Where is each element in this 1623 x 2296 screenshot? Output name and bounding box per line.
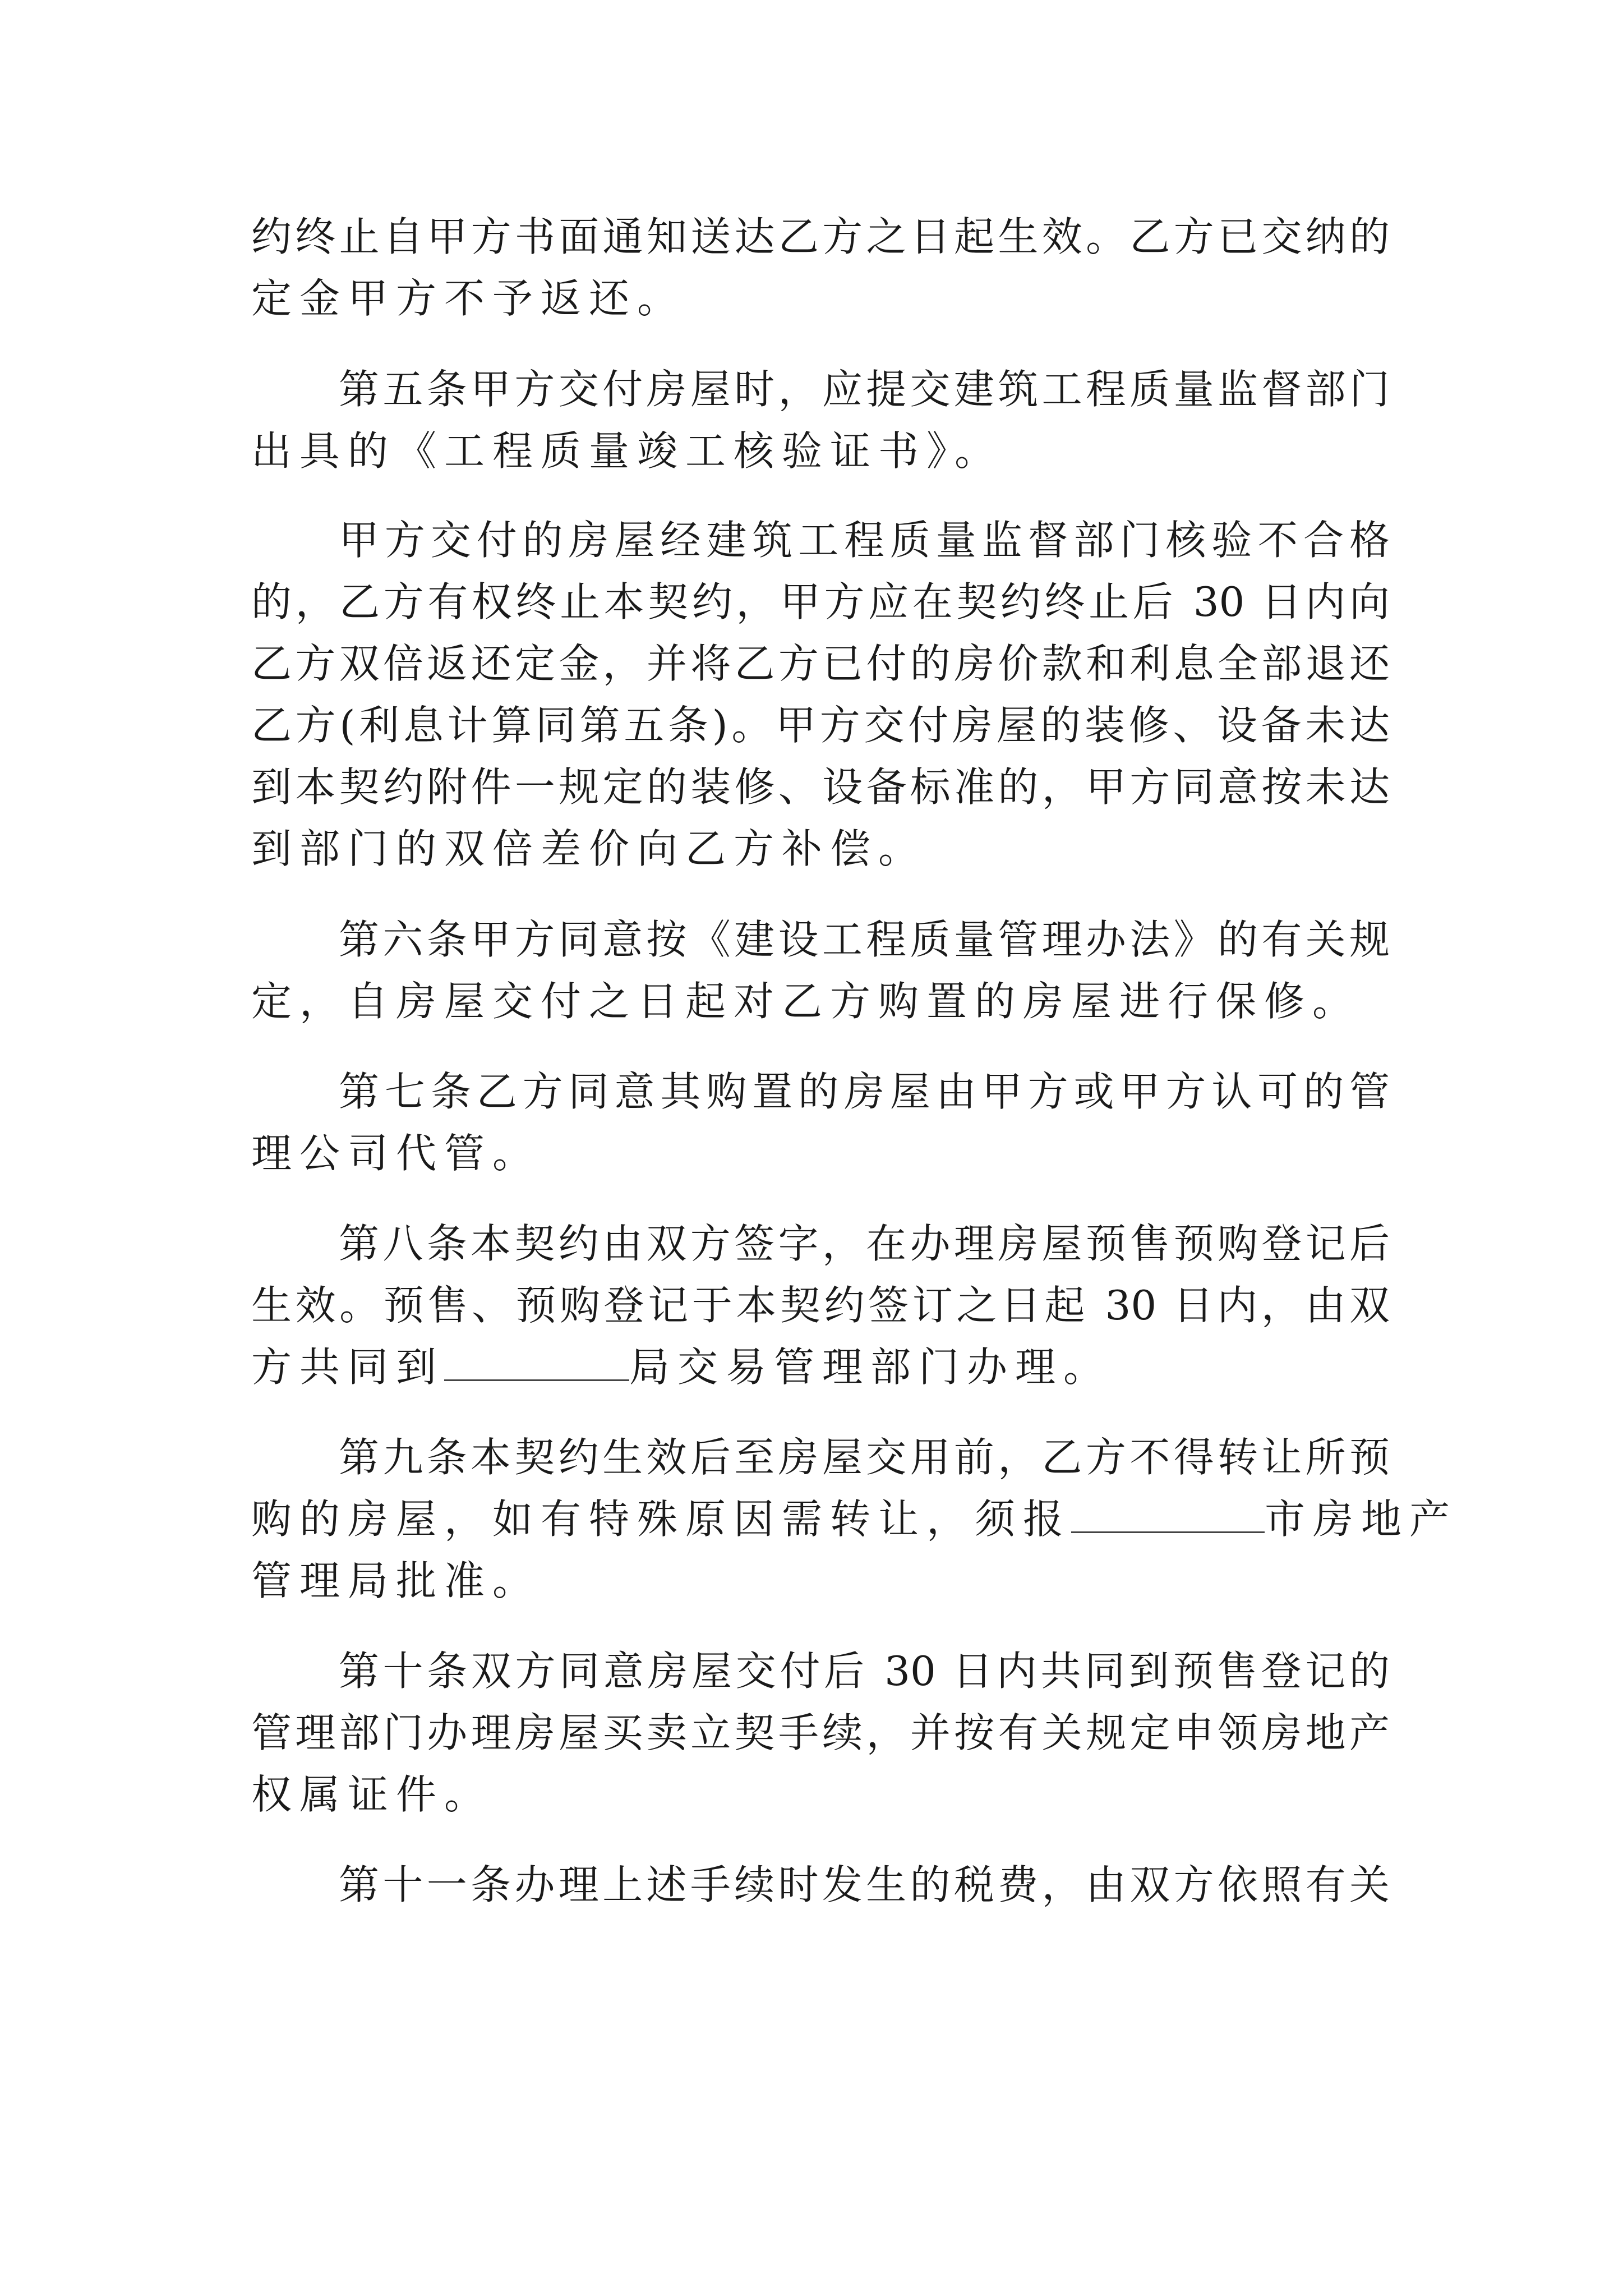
paragraph-line: [251, 1339, 1390, 1395]
line-text: 局交易管理部门办理。: [629, 1343, 1112, 1391]
paragraph-line: 甲方交付的房屋经建筑工程质量监督部门核验不合格: [339, 517, 1390, 564]
paragraph-line: 定，自房屋交付之日起对乙方购置的房屋进行保修。: [251, 978, 1361, 1025]
paragraph-line: 第七条乙方同意其购置的房屋由甲方或甲方认可的管: [339, 1068, 1390, 1115]
paragraph-line: 乙方(利息计算同第五条)。甲方交付房屋的装修、设备未达: [251, 702, 1390, 749]
paragraph-line: 权属证件。: [251, 1771, 493, 1818]
paragraph-line: 第十条双方同意房屋交付后 30 日内共同到预售登记的: [339, 1648, 1390, 1695]
paragraph-line: 生效。预售、预购登记于本契约签订之日起 30 日内，由双: [251, 1282, 1390, 1329]
paragraph-line: 乙方双倍返还定金，并将乙方已付的房价款和利息全部退还: [251, 640, 1390, 687]
paragraph-line: 管理部门办理房屋买卖立契手续，并按有关规定申领房地产: [251, 1709, 1390, 1756]
blank-underline: [1071, 1497, 1265, 1533]
paragraph-line: 第九条本契约生效后至房屋交用前，乙方不得转让所预: [339, 1434, 1390, 1481]
paragraph-line: 第八条本契约由双方签字，在办理房屋预售预购登记后: [339, 1220, 1390, 1267]
paragraph-line: 出具的《工程质量竣工核验证书》。: [251, 427, 1003, 475]
paragraph-line: [251, 1491, 1458, 1547]
blank-underline: [444, 1345, 629, 1381]
paragraph-line: 到部门的双倍差价向乙方补偿。: [251, 825, 927, 872]
paragraph-line: 理公司代管。: [251, 1130, 541, 1177]
line-text: 购的房屋，如有特殊原因需转让，须报: [251, 1496, 1072, 1543]
line-text: 市房地产: [1265, 1496, 1458, 1543]
paragraph-line: 第十一条办理上述手续时发生的税费，由双方依照有关: [339, 1861, 1390, 1908]
paragraph-line: 定金甲方不予返还。: [251, 275, 686, 322]
paragraph-line: 的，乙方有权终止本契约，甲方应在契约终止后 30 日内向: [251, 578, 1390, 625]
paragraph-line: 约终止自甲方书面通知送达乙方之日起生效。乙方已交纳的: [251, 213, 1390, 260]
paragraph-line: 第五条甲方交付房屋时，应提交建筑工程质量监督部门: [339, 366, 1390, 413]
paragraph-line: 到本契约附件一规定的装修、设备标准的，甲方同意按未达: [251, 763, 1390, 811]
paragraph-line: 第六条甲方同意按《建设工程质量管理办法》的有关规: [339, 916, 1390, 963]
line-text: 方共同到: [251, 1343, 445, 1391]
paragraph-line: 管理局批准。: [251, 1557, 541, 1604]
